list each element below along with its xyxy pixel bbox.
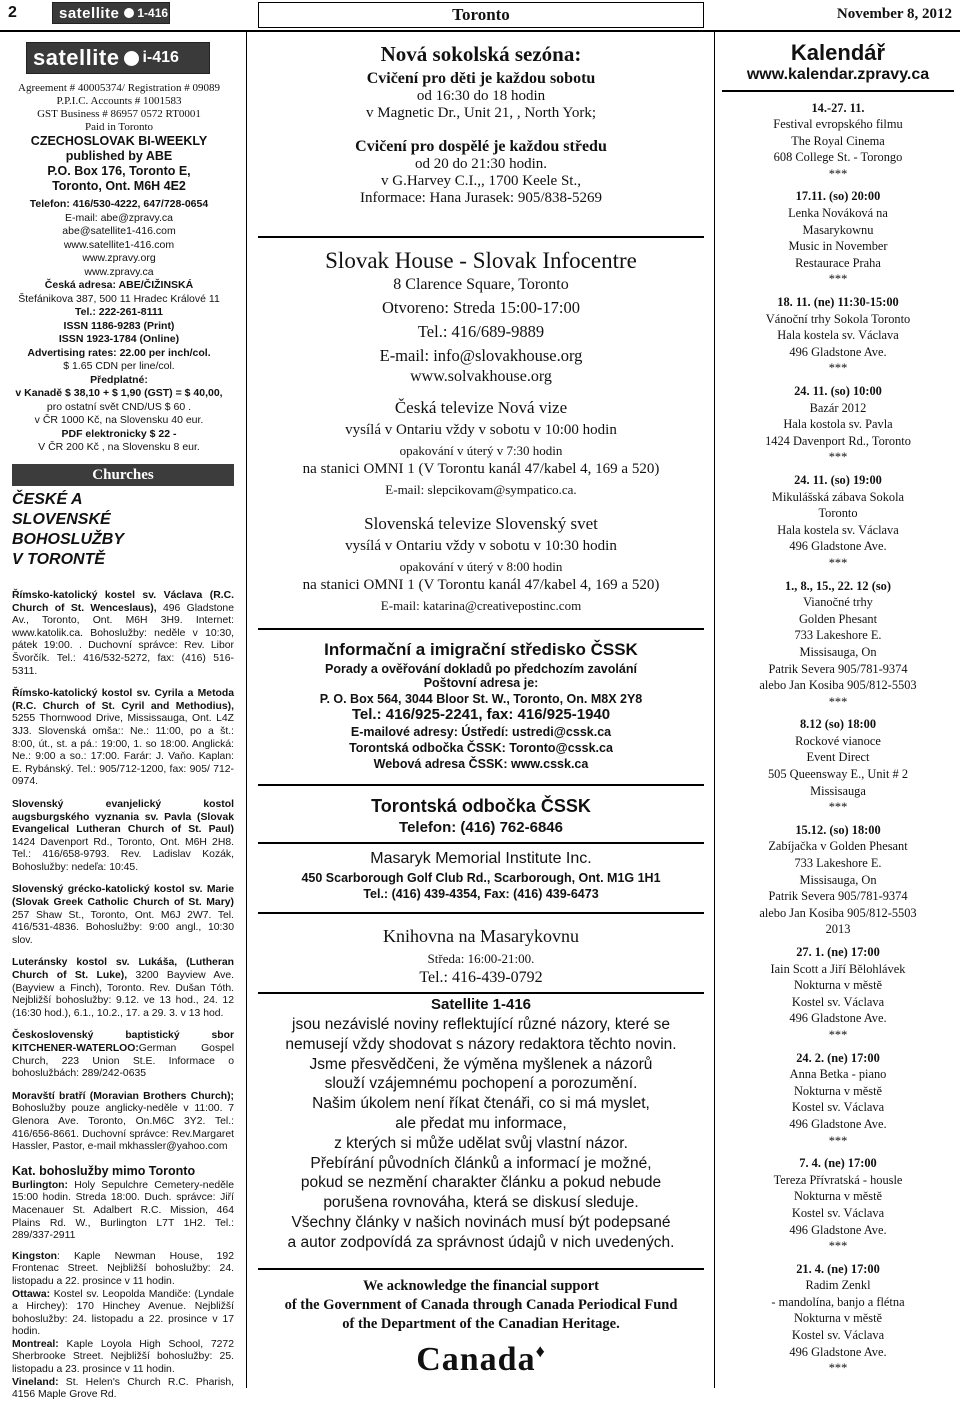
contact-line: v Kanadě $ 38,10 + $ 1,90 (GST) = $ 40,00, — [15, 387, 223, 399]
czech-tv-title: Česká televize Nová vize — [394, 398, 568, 417]
ack-line: of the Government of Canada through Canada Periodical Fund — [284, 1297, 678, 1313]
masthead-logo-text: satellite — [33, 45, 120, 70]
ack-line: of the Department of the Canadian Heritage. — [342, 1316, 620, 1332]
publisher-line: P.O. Box 176, Toronto E, — [47, 164, 191, 178]
calendar-event-line: 8.12 (so) 18:00 — [799, 717, 877, 732]
ack-line: We acknowledge the financial support — [362, 1278, 600, 1294]
czech-tv-email: E-mail: slepcikovam@sympatico.ca. — [385, 482, 577, 497]
calendar-event — [722, 383, 954, 466]
calendar-event-line: 7. 4. (ne) 17:00 — [799, 1156, 877, 1171]
slovak-tv-line: opakování v úterý v 8:00 hodin — [399, 559, 563, 574]
calendar-event-line: Iain Scott a Jiří Bělohlávek — [770, 961, 906, 976]
calendar-event-line: Missisauga, On — [799, 644, 877, 659]
church-entry — [12, 799, 234, 875]
church-details: 5255 Thornwood Drive, Mississauga, Ont. L4Z 3J3. Slovenská omša:: Ne.: 11:00, po a št.: 8:00, út., st. a pá.: 19:00, 1. so 18:00. Anglická: Ne.: 9:00 a so.: 17:00. Farár: J. Vaňo. Kaplan: E. Rybánský. Tel.: 905/712-1200, fax: 905/ 712-0974. — [12, 713, 234, 788]
calendar-event — [722, 1261, 954, 1377]
calendar-event-line: *** — [828, 1361, 848, 1376]
page-number: 2 — [8, 4, 17, 21]
satellite-dot-icon — [124, 8, 134, 18]
masaryk-address: 450 Scarborough Golf Club Rd., Scarborough, Ont. M1G 1H1 — [301, 871, 661, 885]
calendar-event-line: Zabíjačka v Golden Phesant — [768, 839, 908, 854]
church-details: 257 Shaw St., Toronto, Ont. M6J 2W7. Tel. 416/531-4836. Bohoslužby: 9:00 angl., 10:30 slov. — [12, 909, 234, 946]
contact-line: ISSN 1186-9283 (Print) — [63, 319, 175, 332]
kat-details: St. Helen's Church R.C. Pharish, 4156 Maple Grove Rd. — [12, 1376, 234, 1401]
contact-line: $ 1.65 CDN per line/col. — [63, 360, 175, 372]
slovak-house-hours: Otvoreno: Streda 15:00-17:00 — [382, 298, 580, 317]
kat-entry — [12, 1180, 234, 1243]
contact-line: www.zpravy.ca — [84, 265, 154, 278]
section-rule — [258, 1268, 704, 1270]
library — [258, 926, 704, 987]
masthead-info — [8, 82, 230, 455]
contact-line: v ČR 1000 Kč, na Slovensku 40 eur. — [34, 414, 204, 426]
sokol-line: Informace: Hana Jurasek: 905/838-5269 — [359, 190, 602, 206]
calendar-event-line: Vánoční trhy Sokola Toronto — [765, 311, 911, 326]
slovak-house — [258, 248, 704, 386]
calendar-event-line: *** — [828, 1133, 848, 1148]
calendar-event-line: 24. 11. (so) 19:00 — [794, 472, 882, 487]
statement-line: porušena rovnováha, která se diskusí sleduje. — [323, 1194, 639, 1212]
calendar-event-line: 2013 — [825, 922, 851, 937]
calendar-event-line: 18. 11. (ne) 11:30-15:00 — [777, 295, 899, 310]
calendar-event-line: The Royal Cinema — [791, 133, 885, 148]
contact-line: Telefon: 416/530-4222, 647/728-0654 — [29, 198, 209, 210]
calendar-event — [722, 188, 954, 288]
calendar-event — [722, 578, 954, 711]
publisher-line: Toronto, Ont. M6H 4E2 — [52, 179, 186, 193]
contact-line: Tel.: 222-261-8111 — [75, 306, 163, 318]
calendar-event-line: Vianočné trhy — [803, 595, 873, 610]
calendar — [722, 40, 954, 1383]
calendar-event-line: Kostel sv. Václava — [791, 1100, 885, 1115]
czech-tv — [258, 398, 704, 498]
kat-title: Kat. bohoslužby mimo Toronto — [12, 1163, 196, 1178]
calendar-event-line: Nokturna v městě — [793, 1083, 883, 1098]
sokol-line: od 20 do 21:30 hodin. — [414, 156, 548, 172]
publisher-lines — [8, 134, 230, 194]
calendar-event-line: Lenka Nováková na — [788, 206, 888, 221]
slovak-house-title: Slovak House - Slovak Infocentre — [325, 248, 637, 273]
calendar-event-line: 14.-27. 11. — [811, 100, 865, 115]
churches-title-line: V TORONTĚ — [12, 551, 106, 568]
cssk-line: Poštovní adresa je: — [423, 676, 539, 690]
kat-details: Kostel sv. Leopolda Mandiče: (Lyndale a Hirchey): 170 Hinchey Avenue. Nejbližší bohoslužby: 24. listopadu a 22. prosince v 17 hodin. — [12, 1288, 234, 1338]
canada-wordmark — [258, 1341, 704, 1379]
kat-details: Holy Sepulchre Cemetery-neděle 15:00 hodin. Streda 18:00. Duch. správce: Jiří Macenauer St. Adalbert R.C. Mission, 464 Plains Rd. W., Burlington L7T 1H2. Tel.: 289/337-2911 — [12, 1179, 234, 1242]
calendar-event-line: *** — [828, 361, 848, 376]
calendar-event-line: 496 Gladstone Ave. — [789, 1344, 887, 1359]
church-details: German Gospel Church, 223 Union St.E. Informace o bohoslužbách: 289/242-0635 — [12, 1043, 234, 1080]
calendar-event-line: *** — [828, 166, 848, 181]
section-rule — [258, 842, 704, 844]
calendar-event-line: 733 Lakeshore E. — [794, 628, 882, 643]
calendar-event-line: 496 Gladstone Ave. — [789, 539, 887, 554]
satellite-dot-icon — [124, 51, 139, 66]
church-details: 496 Gladstone Av., Toronto, Ont. M6H 3H9. Internet: www.katolik.ca. Bohoslužby: neděle v 10:30, pátek 19:00. . Duchovní správce: Rev. Libor Švorčík. Tel.: 416/532-5272, fax: (416) 516-5311. — [12, 602, 234, 677]
cssk-info — [258, 640, 704, 771]
section-rule — [258, 628, 704, 630]
kat-details: Kaple Loyola High School, 7272 Sherbrooke Street. Nejbližší bohoslužby: 25. listopadu a 23. prosince v 11 hodin. — [12, 1338, 234, 1376]
section-rule — [258, 236, 704, 238]
calendar-event-line: *** — [828, 555, 848, 570]
registration-lines — [8, 82, 230, 134]
contact-line: pro ostatní svět CND/US $ 60 . — [46, 400, 192, 413]
masaryk-title: Masaryk Memorial Institute Inc. — [370, 850, 592, 867]
calendar-event-line: 496 Gladstone Ave. — [789, 344, 887, 359]
churches-title-line: BOHOSLUŽBY — [12, 531, 124, 548]
churches-title-line: SLOVENSKÉ — [12, 511, 111, 528]
cssk-email: Torontská odbočka ČSSK: Toronto@cssk.ca — [349, 741, 613, 755]
contact-line: ISSN 1923-1784 (Online) — [58, 333, 180, 345]
statement-line: slouží vzájemnému pochopení a porozumění. — [324, 1075, 638, 1093]
church-entry — [12, 957, 234, 1020]
calendar-event-line: Hala kostola sv. Pavla — [783, 417, 893, 432]
statement-line: jsou nezávislé noviny reflektující různé názory, které se — [292, 1016, 670, 1033]
statement-line: z kterých si může udělat svůj vlastní názor. — [334, 1134, 628, 1152]
toronto-branch — [258, 796, 704, 836]
calendar-event-line: Bazár 2012 — [809, 400, 867, 415]
church-entry — [12, 688, 234, 789]
statement-body — [258, 1015, 704, 1253]
sokol-line: v G.Harvey C.I.,, 1700 Keele St., — [381, 173, 581, 189]
kat-entry — [12, 1251, 234, 1289]
calendar-event-line: *** — [828, 694, 848, 709]
sokol-title: Nová sokolská sezóna: — [380, 42, 582, 66]
calendar-event-line: Hala kostela sv. Václava — [777, 522, 899, 537]
calendar-event-line: Nokturna v městě — [793, 978, 883, 993]
czech-tv-line: na stanici OMNI 1 (V Torontu kanál 47/kabel 4, 169 a 520) — [302, 461, 660, 477]
calendar-event-line: Restaurace Praha — [795, 255, 881, 270]
calendar-event-line: Nokturna v městě — [793, 1189, 883, 1204]
calendar-event — [722, 944, 954, 1044]
sokol-line: Cvičení pro dospělé je každou středu — [355, 138, 607, 155]
calendar-event-line: Masarykownu — [802, 222, 874, 237]
contact-line: PDF elektronicky $ 22 - — [61, 427, 177, 440]
statement-line: a autor zodpovídá za správnost údajů v nich uvedených. — [287, 1233, 675, 1251]
churches-title — [12, 490, 124, 570]
church-entry — [12, 1030, 234, 1080]
calendar-url[interactable]: www.kalendar.zpravy.ca — [746, 66, 930, 83]
statement-line: Všechny články v našich novinách musí být podepsané — [291, 1213, 671, 1231]
churches-title-line: ČESKÉ A — [12, 491, 83, 508]
slovak-tv — [258, 514, 704, 614]
contact-line: Štefánikova 387, 500 11 Hradec Králové 11 — [18, 292, 220, 305]
masaryk-institute — [258, 850, 704, 901]
calendar-event-line: Patrik Severa 905/781-9374 — [768, 889, 908, 904]
calendar-event-line: Hala kostela sv. Václava — [777, 328, 899, 343]
church-entry — [12, 884, 234, 947]
publisher-line: published by ABE — [65, 149, 173, 163]
czech-tv-line: opakování v úterý v 7:30 hodin — [399, 443, 563, 458]
calendar-event-line: Tereza Přívratská - housle — [773, 1172, 903, 1187]
calendar-event-line: 496 Gladstone Ave. — [789, 1011, 887, 1026]
slovak-house-email: E-mail: info@slovakhouse.org — [379, 346, 583, 365]
calendar-event-line: *** — [828, 1027, 848, 1042]
sokol-line: Cvičení pro děti je každou sobotu — [366, 70, 596, 87]
calendar-event-line: Radim Zenkl — [805, 1278, 871, 1293]
logo-text: satellite — [59, 4, 120, 22]
contact-line: V ČR 200 Kč , na Slovensku 8 eur. — [38, 441, 200, 453]
kat-place: Vineland: — [12, 1376, 59, 1388]
calendar-events — [722, 100, 954, 1377]
church-name: Československý baptistický sbor KITCHENER-WATERLOO: — [12, 1030, 234, 1054]
library-tel: Tel.: 416-439-0792 — [419, 969, 543, 986]
statement-line: ale předat mu informace, — [395, 1114, 567, 1132]
church-name: Slovenský grécko-katolický kostol sv. Marie (Slovak Greek Catholic Church of St. Mary) — [12, 884, 234, 909]
statement-title: Satellite 1-416 — [430, 996, 532, 1013]
calendar-event-line: *** — [828, 450, 848, 465]
calendar-event-line: Event Direct — [806, 750, 870, 765]
kat-place: Kingston — [12, 1250, 58, 1262]
calendar-event-line: 1424 Davenport Rd., Toronto — [765, 433, 911, 448]
section-rule — [258, 992, 704, 994]
registration-line: Paid in Toronto — [84, 121, 154, 133]
masaryk-tel: Tel.: (416) 439-4354, Fax: (416) 439-6473 — [363, 887, 599, 901]
slovak-house-web: www.solvakhouse.org — [410, 368, 552, 385]
calendar-event-line: alebo Jan Kosiba 905/812-5503 — [759, 905, 917, 920]
calendar-event-line: 21. 4. (ne) 17:00 — [796, 1261, 880, 1276]
calendar-event — [722, 294, 954, 377]
column-divider — [246, 32, 247, 1388]
calendar-event-line: *** — [828, 1239, 848, 1254]
contact-line: Předplatné: — [90, 373, 148, 386]
calendar-event — [722, 1155, 954, 1255]
contact-lines — [8, 198, 230, 455]
slovak-house-address: 8 Clarence Square, Toronto — [393, 276, 569, 293]
statement-line: Jsme přesvědčeni, že výměna myšlenek a názorů — [309, 1055, 653, 1073]
calendar-event-line: 505 Queensway E., Unit # 2 — [767, 767, 909, 782]
registration-line: Agreement # 40005374/ Registration # 09089 — [18, 82, 220, 94]
statement-line: nemusejí vždy shodovat s názory redaktora těchto novin. — [285, 1035, 677, 1053]
czech-tv-line: vysílá v Ontariu vždy v sobotu v 10:00 hodin — [345, 422, 617, 438]
cssk-web: Webová adresa ČSSK: www.cssk.ca — [373, 757, 589, 771]
registration-line: P.P.I.C. Accounts # 1001583 — [56, 95, 182, 107]
calendar-event-line: Patrik Severa 905/781-9374 — [768, 661, 908, 676]
cssk-tel: Tel.: 416/925-2241, fax: 416/925-1940 — [351, 706, 611, 723]
calendar-event-line: Festival evropského filmu — [773, 117, 903, 132]
column-divider — [714, 32, 715, 1388]
kat-place: Burlington: — [12, 1179, 68, 1191]
calendar-event-line: 27. 1. (ne) 17:00 — [796, 945, 880, 959]
calendar-event-line: 496 Gladstone Ave. — [789, 1116, 887, 1131]
slovak-tv-line: vysílá v Ontariu vždy v sobotu v 10:30 hodin — [345, 538, 617, 554]
logo-number: 1-416 — [137, 6, 169, 20]
header-rule — [0, 30, 960, 32]
calendar-event-line: Music in November — [788, 239, 888, 254]
sokol-line: v Magnetic Dr., Unit 21, , North York; — [366, 105, 596, 121]
kat-details: : Kaple Newman House, 192 Frontenac Street. Nejbližší bohoslužby: 24. listopadu a 22. prosince v 11 hodin. — [12, 1250, 234, 1287]
section-title: Toronto — [258, 2, 704, 28]
calendar-event-line: Missisauga — [810, 783, 866, 798]
church-entry — [12, 1091, 234, 1154]
church-entry — [12, 590, 234, 678]
calendar-event-line: 733 Lakeshore E. — [794, 856, 882, 871]
calendar-event — [722, 716, 954, 816]
church-details: 1424 Davenport Rd., Toronto, Ont. M6H 2H8. Tel.: 416/658-9793. Rev. Ladislav Kozák, Bohoslužby: nedeľa: 10:45. — [12, 836, 234, 873]
calendar-event-line: 24. 11. (so) 10:00 — [794, 384, 882, 398]
publisher-line: CZECHOSLOVAK BI-WEEKLY — [30, 134, 208, 148]
church-name: Luteránsky kostol sv. Lukáša, (Lutheran Church of St. Luke), — [12, 957, 234, 982]
kat-entry — [12, 1377, 234, 1402]
slovak-tv-email: E-mail: katarina@creativepostinc.com — [380, 598, 582, 613]
calendar-event-line: Golden Phesant — [798, 611, 878, 626]
sokol-line: od 16:30 do 18 hodin — [416, 88, 546, 104]
church-name: Římsko-katolický kostol sv. Cyrila a Metoda (R.C. Church of St. Cyril and Methodius), — [12, 688, 234, 712]
statement-line: Přebírání původních článků a informací je možné, — [310, 1154, 652, 1172]
slovak-house-tel: Tel.: 416/689-9889 — [417, 322, 545, 341]
calendar-event-line: 1., 8., 15., 22. 12 (so) — [784, 578, 891, 593]
slovak-tv-title: Slovenská televize Slovenský svet — [364, 514, 598, 533]
calendar-event-line: Kostel sv. Václava — [791, 1328, 885, 1343]
calendar-event-line: Missisauga, On — [799, 872, 877, 887]
calendar-event-line: Anna Betka - piano — [789, 1067, 887, 1082]
issue-date: November 8, 2012 — [836, 6, 952, 22]
section-rule — [258, 784, 704, 786]
registration-line: GST Business # 86957 0572 RT0001 — [37, 108, 201, 120]
contact-line: Česká adresa: ABE/ČIŽINSKÁ — [44, 279, 194, 291]
calendar-event-line: 496 Gladstone Ave. — [789, 1222, 887, 1237]
calendar-event-line: 15.12. (so) 18:00 — [795, 822, 881, 837]
contact-line: E-mail: abe@zpravy.ca — [65, 211, 173, 224]
calendar-event-line: Nokturna v městě — [793, 1311, 883, 1326]
church-details: Bohoslužby pouze anglicky-neděle v 11:00. 7 Glenora Ave. Toronto, On.M6C 3Y2. Tel.: 416/656-8661. Duchovní správce: Rev.Margaret Hassler, Pastor, e-mail mkhassler@yahoo.com — [12, 1103, 234, 1153]
calendar-event-line: Kostel sv. Václava — [791, 1205, 885, 1220]
churches-list — [12, 590, 234, 1402]
church-details: 3200 Bayview Ave. (Bayview a Finch), Toronto. Rev. Dušan Tóth. Nejbližší bohoslužby: 9.12. ve 13 hod., 24. 12 (16:30 hod.), 6.1., 10.2., 17. a 29. 3. v 13 hod. — [12, 970, 234, 1019]
calendar-event — [722, 472, 954, 572]
calendar-event-line: Toronto — [818, 506, 858, 521]
calendar-event-line: alebo Jan Kosiba 905/812-5503 — [759, 678, 917, 693]
kat-entry — [12, 1339, 234, 1377]
library-title: Knihovna na Masarykovnu — [383, 926, 579, 946]
header-logo — [52, 2, 170, 24]
section-rule — [258, 912, 704, 914]
canada-wordmark-text: Canada — [416, 1341, 536, 1378]
cssk-email: E-mailové adresy: Ústředí: ustredi@cssk.ca — [350, 725, 612, 739]
calendar-title: Kalendář — [790, 40, 886, 65]
kat-place: Ottawa: — [12, 1288, 51, 1300]
acknowledgement — [258, 1278, 704, 1379]
calendar-event-line: 608 College St. - Torongo — [773, 150, 903, 165]
branch-title: Torontská odbočka ČSSK — [371, 796, 591, 816]
statement-line: pokud se nezmění charakter článku a pokud nebude — [300, 1174, 662, 1192]
church-name: Římsko-katolický kostel sv. Václava (R.C. Church of St. Wenceslaus), — [12, 590, 234, 614]
church-name: Slovenský evanjelický kostol augsburgského vyznania sv. Pavla (Slovak Evangelical Lutheran Church of St. Paul) — [12, 798, 234, 836]
churches-header: Churches — [12, 464, 234, 486]
contact-line: Advertising rates: 22.00 per inch/col. — [27, 346, 211, 359]
kat-entry — [12, 1289, 234, 1339]
library-hours: Středa: 16:00-21:00. — [427, 951, 535, 966]
masthead-logo — [26, 42, 210, 74]
masthead-logo-number: i-416 — [142, 49, 179, 66]
contact-line: abe@satellite1-416.com — [62, 225, 176, 237]
contact-line: www.zpravy.org — [82, 252, 156, 264]
calendar-event — [722, 822, 954, 938]
calendar-event-line: *** — [828, 272, 848, 287]
canada-flag-icon: ♦ — [535, 1341, 546, 1361]
calendar-event-line: - mandolína, banjo a flétna — [771, 1294, 905, 1309]
calendar-event-line: Kostel sv. Václava — [791, 994, 885, 1009]
church-name: Moravští bratří (Moravian Brothers Church); — [12, 1090, 234, 1102]
calendar-event-line: Rockové vianoce — [795, 733, 881, 748]
cssk-line: P. O. Box 564, 3044 Bloor St. W., Toronto, On. M8X 2Y8 — [319, 692, 643, 706]
contact-line: www.satellite1-416.com — [63, 238, 175, 251]
calendar-event — [722, 1050, 954, 1150]
sokol-notice — [258, 42, 704, 207]
cssk-line: Porady a ověřování dokladů po předchozím zavolání — [325, 662, 637, 676]
calendar-event-line: 24. 2. (ne) 17:00 — [796, 1050, 880, 1065]
slovak-tv-line: na stanici OMNI 1 (V Torontu kanál 47/kabel 4, 169 a 520) — [302, 577, 660, 593]
satellite-statement — [258, 996, 704, 1253]
calendar-event-line: Mikulášská zábava Sokola — [771, 489, 905, 504]
kat-place: Montreal: — [12, 1338, 59, 1350]
calendar-event — [722, 100, 954, 183]
branch-phone: Telefon: (416) 762-6846 — [399, 819, 563, 836]
calendar-event-line: 17.11. (so) 20:00 — [795, 189, 881, 204]
cssk-title: Informační a imigrační středisko ČSSK — [324, 640, 638, 659]
calendar-event-line: *** — [828, 800, 848, 815]
statement-line: Našim úkolem není říkat čtenáři, co si má myslet, — [312, 1095, 650, 1113]
calendar-rule — [722, 90, 954, 92]
